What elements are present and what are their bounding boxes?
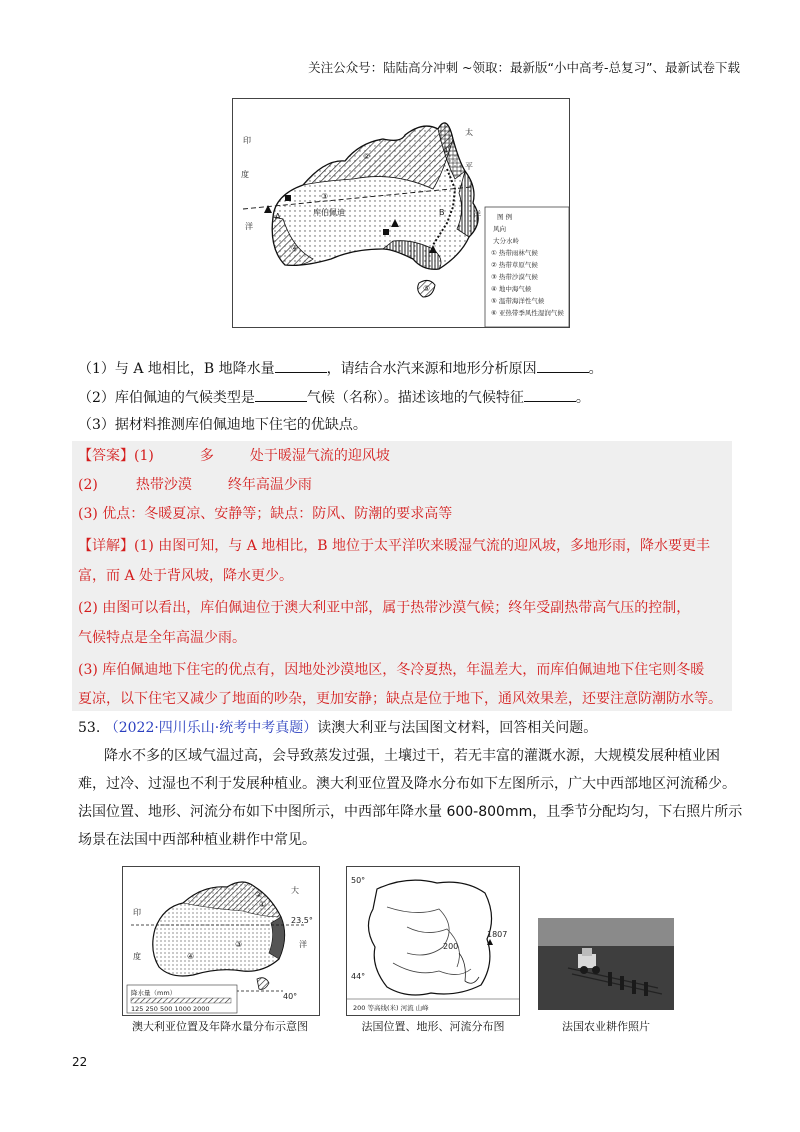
svg-text:①: ① (443, 146, 451, 155)
france-terrain-map (346, 866, 520, 1016)
q53-paragraph: 降水不多的区域气温过高，会导致蒸发过强，土壤过干，若无丰富的灌溉水源，大规模发展种植业困 难，过冷、过湿也不利于发展种植业。澳大利亚位置及降水分布如下左图所示，广大中西部地区河流稀少。 法国位置、地形、河流分布如下中图所示，中西部年降水量 600-800mm，且季节分配均匀，下右照片所示 场景在法国中西部种植业耕作中常见。 (78, 748, 743, 848)
detail-1: 【详解】(1) 由图可知，与 A 地相比，B 地位于太平洋吹来暖湿气流的迎风坡，多地形雨，降水要更丰 (78, 538, 711, 554)
svg-text:④: ④ (291, 244, 299, 253)
svg-text:50°: 50° (351, 876, 366, 885)
svg-text:印: 印 (243, 136, 251, 145)
svg-text:23.5°: 23.5° (291, 916, 313, 925)
answer-line-1: 【答案】(1) 多 处于暖湿气流的迎风坡 (78, 448, 390, 464)
svg-text:200 等高线(米) 河流 山峰: 200 等高线(米) 河流 山峰 (353, 1004, 429, 1012)
svg-text:⑤ 温带海洋性气候: ⑤ 温带海洋性气候 (491, 297, 545, 305)
svg-text:图 例: 图 例 (497, 213, 513, 221)
svg-text:③ 热带沙漠气候: ③ 热带沙漠气候 (491, 273, 538, 281)
svg-text:44°: 44° (351, 972, 366, 981)
question-53-title: 53. （2022·四川乐山·统考中考真题）读澳大利亚与法国图文材料，回答相关问题。 (78, 720, 598, 736)
svg-text:降水量（mm）: 降水量（mm） (131, 989, 177, 997)
svg-text:库伯佩迪: 库伯佩迪 (313, 208, 345, 217)
detail-2: (2) 由图可以看出，库伯佩迪位于澳大利亚中部，属于热带沙漠气候；终年受副热带高气压的控制， (78, 600, 691, 616)
svg-text:洋: 洋 (299, 940, 307, 949)
svg-text:② 热带草原气候: ② 热带草原气候 (491, 261, 538, 269)
svg-text:A: A (275, 212, 281, 221)
question-2: （2）库伯佩迪的气候类型是 气候（名称）。描述该地的气候特征 。 (78, 387, 738, 408)
australia-climate-map (232, 98, 570, 328)
detail-1b: 富，而 A 处于背风坡，降水更少。 (78, 568, 294, 584)
svg-text:B: B (439, 208, 445, 217)
svg-text:太: 太 (465, 128, 473, 137)
answer-blank[interactable] (255, 387, 307, 402)
svg-text:风向: 风向 (493, 225, 506, 233)
svg-text:④: ④ (187, 952, 195, 961)
page-number: 22 (72, 1055, 88, 1069)
svg-text:⑤: ⑤ (423, 284, 431, 293)
svg-text:1807: 1807 (487, 930, 508, 939)
fig-mid-caption: 法国位置、地形、河流分布图 (361, 1020, 505, 1033)
svg-text:②: ② (255, 890, 263, 899)
svg-text:印: 印 (133, 908, 141, 917)
svg-text:⑥ 亚热带季风性湿润气候: ⑥ 亚热带季风性湿润气候 (491, 309, 564, 317)
fig-right-caption: 法国农业耕作照片 (562, 1020, 650, 1033)
svg-text:②: ② (363, 152, 371, 161)
svg-text:125 250 500 1000 2000: 125 250 500 1000 2000 (131, 1005, 210, 1013)
svg-text:洋: 洋 (245, 222, 253, 231)
answer-line-2: (2) 热带沙漠 终年高温少雨 (78, 477, 312, 493)
page-header: 关注公众号：陆陆高分冲刺 ~领取：最新版“小中高考-总复习”、最新试卷下载 (308, 60, 740, 75)
fig-left-caption: 澳大利亚位置及年降水量分布示意图 (132, 1020, 308, 1033)
question-1: （1）与 A 地相比，B 地降水量 ，请结合水汽来源和地形分析原因 。 (78, 358, 738, 379)
svg-text:度: 度 (133, 952, 141, 961)
svg-text:40°: 40° (283, 992, 298, 1001)
svg-text:度: 度 (241, 170, 249, 179)
svg-text:③: ③ (235, 940, 243, 949)
answer-blank[interactable] (275, 358, 327, 373)
svg-text:③: ③ (321, 192, 329, 201)
svg-text:大: 大 (291, 886, 299, 895)
svg-text:洋: 洋 (473, 210, 481, 219)
answer-blank[interactable] (537, 358, 589, 373)
svg-text:①: ① (259, 900, 267, 909)
svg-text:④ 地中海气候: ④ 地中海气候 (491, 285, 532, 293)
detail-3b: 夏凉，以下住宅又减少了地面的吵杂，更加安静；缺点是位于地下，通风效果差，还要注意防潮防水等。 (78, 691, 722, 707)
svg-text:200: 200 (443, 942, 459, 951)
detail-2b: 气候特点是全年高温少雨。 (78, 630, 246, 646)
svg-text:平: 平 (465, 162, 473, 171)
australia-precip-map (122, 866, 320, 1016)
answer-line-3: (3) 优点：冬暖夏凉、安静等；缺点：防风、防潮的要求高等 (78, 506, 453, 522)
question-3: （3）据材料推测库伯佩迪地下住宅的优缺点。 (78, 417, 367, 433)
france-farming-photo (538, 918, 674, 1010)
svg-text:① 热带雨林气候: ① 热带雨林气候 (491, 249, 538, 257)
svg-text:大分水岭: 大分水岭 (493, 237, 519, 245)
answer-blank[interactable] (524, 387, 576, 402)
detail-3: (3) 库伯佩迪地下住宅的优点有，因地处沙漠地区，冬冷夏热，年温差大，而库伯佩迪地下住宅则冬暖 (78, 662, 705, 678)
